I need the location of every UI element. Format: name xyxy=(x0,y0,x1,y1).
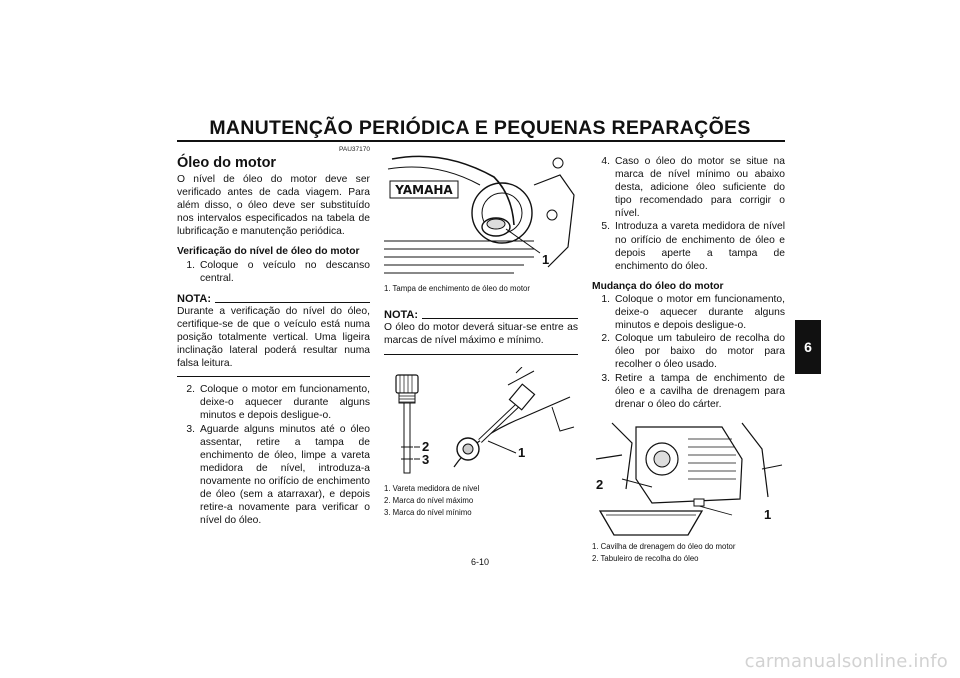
note-rule xyxy=(215,302,370,303)
step-number: 1. xyxy=(601,293,610,305)
step-item xyxy=(592,220,785,272)
subhead-oil-check: Verificação do nível de óleo do motor xyxy=(177,246,360,258)
svg-text:YAMAHA: YAMAHA xyxy=(395,183,453,197)
dipstick-level-illustration xyxy=(384,367,578,477)
fig1-callout: 1 xyxy=(542,252,550,267)
oil-drain-illustration xyxy=(592,419,785,537)
step-item xyxy=(592,372,785,411)
section-title: Óleo do motor xyxy=(177,155,277,171)
note-header xyxy=(384,309,578,321)
intro-paragraph: O nível de óleo do motor deve ser verificado antes de cada viagem. Para além disso, o óleo deve ser substituído nos intervalos especificados na tabela de lubrificação e manutenção periódica. xyxy=(177,174,370,238)
chapter-tab[interactable]: 6 xyxy=(795,320,821,374)
note-label: NOTA: xyxy=(177,292,212,305)
step-text: Caso o óleo do motor se situe na marca de nível mínimo ou abaixo desta, adicione óleo suficiente do tipo recomendado para corrigir o nível. xyxy=(615,156,785,220)
note-text: O óleo do motor deverá situar-se entre as marcas de nível máximo e mínimo. xyxy=(384,322,578,347)
column-1 xyxy=(177,146,370,527)
column-3 xyxy=(592,155,785,565)
note-rule xyxy=(422,318,578,319)
step-item xyxy=(177,423,370,528)
step-text: Coloque o motor em funcionamento, deixe-o aquecer durante alguns minutos e depois desligue-o. xyxy=(615,293,785,332)
fig1-caption: 1. Tampa de enchimento de óleo do motor xyxy=(384,284,530,293)
engine-oil-filler-cap-illustration xyxy=(384,155,578,279)
step-number: 5. xyxy=(601,221,610,233)
fig2-captions xyxy=(384,483,578,519)
watermark[interactable]: carmanualsonline.info xyxy=(744,651,948,672)
header-rule xyxy=(177,140,785,142)
step-text: Retire a tampa de enchimento de óleo e a cavilha de drenagem para drenar o óleo do cárter. xyxy=(615,372,785,410)
step-text: Aguarde alguns minutos até o óleo assentar, retire a tampa de enchimento de óleo, limpe a vareta medidora de nível, introduza-a novamente no orifício de enchimento de óleo (sem a atarraxar), e depois retire-a novamente para verificar o nível do óleo. xyxy=(200,423,370,527)
caption-line: 2. Marca do nível máximo xyxy=(384,496,474,506)
step-item xyxy=(177,383,370,422)
yamaha-logo xyxy=(390,181,458,198)
note-label: NOTA: xyxy=(384,309,419,321)
reference-code: PAU37170 xyxy=(339,146,370,153)
subhead-oil-change: Mudança do óleo do motor xyxy=(592,280,724,292)
step-number: 3. xyxy=(186,423,195,435)
note-end-rule xyxy=(384,354,578,355)
caption-line: 1. Cavilha de drenagem do óleo do motor xyxy=(592,541,736,551)
step-number: 2. xyxy=(601,333,610,345)
step-text: Coloque o veículo no descanso central. xyxy=(200,259,370,284)
step-item xyxy=(592,293,785,332)
fig2-callout-2: 2 xyxy=(422,439,430,455)
fig2-callout-1: 1 xyxy=(518,445,526,461)
fig3-callout-1: 1 xyxy=(764,506,772,522)
caption-line: 1. Vareta medidora de nível xyxy=(384,484,480,494)
column-2 xyxy=(384,155,578,519)
step-number: 1. xyxy=(186,259,195,271)
note-end-rule xyxy=(177,376,370,377)
step-item xyxy=(177,259,370,285)
step-text: Introduza a vareta medidora de nível no orifício de enchimento de óleo e depois aperte a tampa de enchimento do óleo. xyxy=(615,221,785,272)
step-number: 4. xyxy=(601,156,610,167)
page-number: 6-10 xyxy=(470,557,489,567)
step-item xyxy=(592,155,785,220)
page-header-title: MANUTENÇÃO PERIÓDICA E PEQUENAS REPARAÇÕES xyxy=(209,117,751,139)
caption-line: 3. Marca do nível mínimo xyxy=(384,508,472,518)
fig2-callout-3: 3 xyxy=(422,452,430,468)
fig3-callout-2: 2 xyxy=(596,476,604,492)
note-text: Durante a verificação do nível do óleo, certifique-se de que o veículo está numa posição totalmente vertical. Uma ligeira inclinação lateral poderá resultar numa falsa leitura. xyxy=(177,305,370,370)
step-number: 3. xyxy=(601,372,610,384)
step-text: Coloque o motor em funcionamento, deixe-o aquecer durante alguns minutos e depois desligue-o. xyxy=(200,384,370,422)
note-header xyxy=(177,293,370,305)
caption-line: 2. Tabuleiro de recolha do óleo xyxy=(592,553,699,563)
step-text: Coloque um tabuleiro de recolha do óleo por baixo do motor para recolher o óleo usado. xyxy=(615,333,785,371)
step-number: 2. xyxy=(186,384,195,396)
step-item xyxy=(592,332,785,371)
